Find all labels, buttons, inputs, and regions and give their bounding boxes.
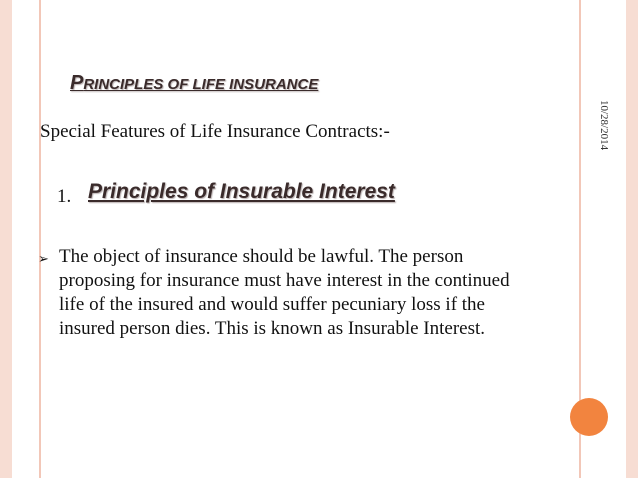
title-rest: RINCIPLES OF LIFE INSURANCE bbox=[83, 76, 319, 93]
arrow-bullet-icon: ➢ bbox=[38, 251, 49, 266]
decorative-circle bbox=[570, 398, 608, 436]
slide-subtitle: Special Features of Life Insurance Contracts:- bbox=[40, 121, 390, 142]
slide-date: 10/28/2014 bbox=[598, 100, 610, 151]
bullet-paragraph: The object of insurance should be lawful. The person proposing for insurance must have interest in the continued life of the insured and would suffer pecuniary loss if the insured person dies. This is known as Insurable Interest. bbox=[59, 246, 510, 339]
list-heading: Principles of Insurable Interest bbox=[88, 180, 395, 203]
title-initial: P bbox=[70, 72, 84, 94]
left-frame-band bbox=[0, 0, 12, 478]
right-frame-band bbox=[626, 0, 638, 478]
left-vertical-rule bbox=[39, 0, 41, 478]
list-number: 1. bbox=[57, 186, 72, 207]
slide-title bbox=[70, 72, 318, 95]
